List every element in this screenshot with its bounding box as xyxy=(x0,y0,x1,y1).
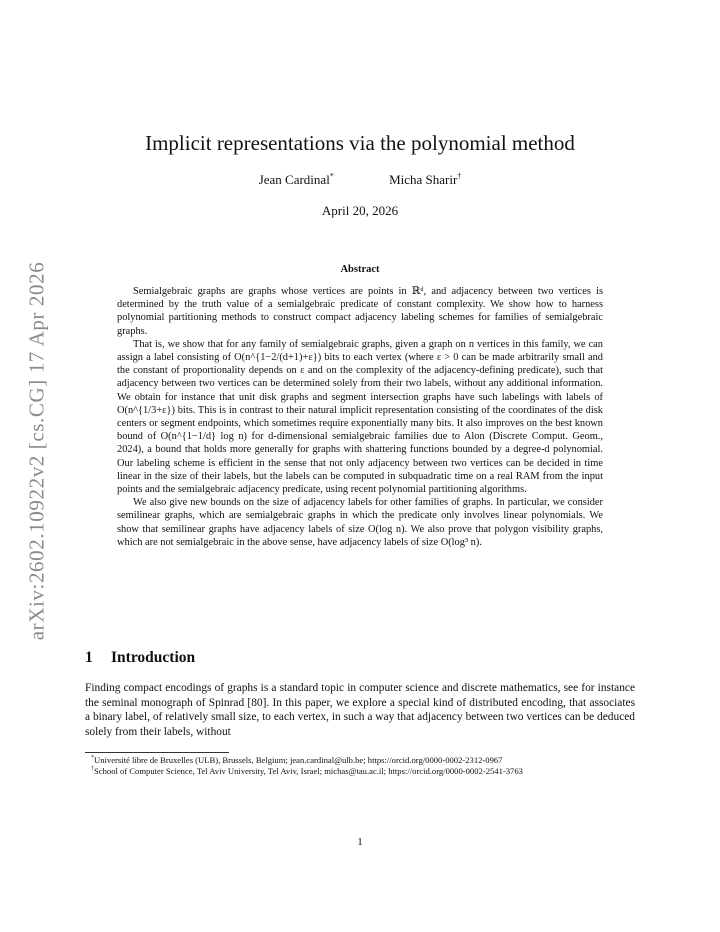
footnote-2-mark: † xyxy=(91,766,94,773)
author-list xyxy=(80,172,640,188)
section-title: Introduction xyxy=(111,649,196,666)
author-1-mark: * xyxy=(329,171,334,181)
abstract-paragraph-1: Semialgebraic graphs are graphs whose vertices are points in ℝᵈ, and adjacency between two vertices is determined by the truth value of a semialgebraic predicate of constant complexity. We show how to harness polynomial partitioning methods to construct compact adjacency labeling schemes for families of semialgebraic graphs. xyxy=(117,286,603,337)
abstract-paragraph-3: We also give new bounds on the size of adjacency labels for other families of graphs. In particular, we consider semilinear graphs, which are semialgebraic graphs in which the predicate only involves linear polynomials. We show that semilinear graphs have adjacency labels of size O(log n). We also prove that polygon visibility graphs, which are not semialgebraic in the above sense, have adjacency labels of size O(log³ n). xyxy=(117,497,603,548)
section-heading xyxy=(85,649,195,667)
section-number: 1 xyxy=(85,649,93,666)
footnote-1-text: Université libre de Bruxelles (ULB), Brussels, Belgium; jean.cardinal@ulb.be; https://orcid.org/0000-0002-2312-0967 xyxy=(94,755,503,765)
footnote-2-text: School of Computer Science, Tel Aviv University, Tel Aviv, Israel; michas@tau.ac.il; https://orcid.org/0000-0002-2541-3763 xyxy=(94,766,523,777)
abstract-heading: Abstract xyxy=(340,264,380,275)
author-2-mark: † xyxy=(457,171,462,181)
footnote-1-mark: * xyxy=(91,755,94,762)
author-1 xyxy=(259,172,334,188)
abstract-paragraph-2: That is, we show that for any family of semialgebraic graphs, given a graph on n vertices in this family, we can assign a label consisting of O(n^{1−2/(d+1)+ε}) bits to each vertex (where ε > 0 can be made arbitrarily small and the constant of proportionality depends on ε and on the complexity of the adjacency-defining predicate), such that adjacency between two vertices can be determined solely from their two labels, without any additional information. We obtain for instance that unit disk graphs and segment intersection graphs have such labelings with labels of O(n^{1/3+ε}) bits. This is in contrast to their natural implicit representation consisting of the coordinates of the disk centers or segment endpoints, which sometimes require exponentially many bits. It also improves on the best known bound of O(n^{1−1/d} log n) for d-dimensional semialgebraic families due to Alon (Discrete Comput. Geom., 2024), a bound that holds more generally for graphs with shattering functions bounded by a degree-d polynomial. Our labeling scheme is efficient in the sense that not only adjacency between two vertices can be decided in time linear in the size of their labels, but the labels can be computed in subquadratic time on a real RAM from the input points and the semialgebraic adjacency predicate, using recent polynomial partitioning algorithms. xyxy=(117,338,603,496)
footnotes xyxy=(85,755,635,778)
footnote-1 xyxy=(85,755,635,766)
arxiv-stamp-text: arXiv:2602.10922v2 [cs.CG] 17 Apr 2026 xyxy=(24,261,49,641)
intro-paragraph: Finding compact encodings of graphs is a standard topic in computer science and discrete mathematics, see for instance the seminal monograph of Spinrad [80]. In this paper, we explore a special kind of distributed encoding, that associates a binary label, of relatively small size, to each vertex, in such a way that adjacency between two vertices can be deduced solely from their labels, without xyxy=(85,682,635,738)
footnote-rule xyxy=(85,752,229,753)
author-2 xyxy=(389,172,461,188)
abstract-body xyxy=(117,285,603,549)
paper-title: Implicit representations via the polynomial method xyxy=(145,131,575,155)
author-1-name: Jean Cardinal xyxy=(258,172,330,187)
page-number: 1 xyxy=(357,836,363,848)
intro-text xyxy=(85,681,635,739)
paper-date: April 20, 2026 xyxy=(321,203,399,218)
author-2-name: Micha Sharir xyxy=(389,172,458,187)
footnote-2 xyxy=(85,766,635,777)
